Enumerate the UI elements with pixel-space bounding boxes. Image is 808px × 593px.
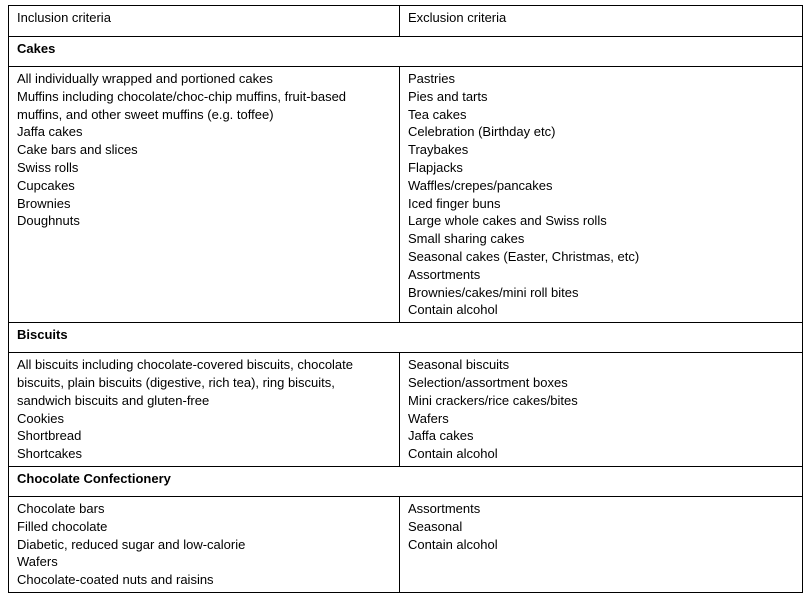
header-row <box>9 6 803 37</box>
exclusion-header: Exclusion criteria <box>400 6 803 37</box>
list-item: Traybakes <box>408 142 469 158</box>
section-content-row <box>9 353 803 467</box>
list-item: Small sharing cakes <box>408 231 525 247</box>
list-item: Brownies/cakes/mini roll bites <box>408 284 579 300</box>
list-item: Jaffa cakes <box>408 428 474 444</box>
section-content-row <box>9 496 803 592</box>
inclusion-cell <box>9 353 400 467</box>
section-header-row <box>9 323 803 353</box>
inclusion-header: Inclusion criteria <box>9 6 400 37</box>
list-item: Large whole cakes and Swiss rolls <box>408 213 607 229</box>
section-title-biscuits: Biscuits <box>9 323 803 353</box>
section-title-cakes: Cakes <box>9 37 803 67</box>
list-item: Mini crackers/rice cakes/bites <box>408 392 578 408</box>
list-item: Pies and tarts <box>408 88 488 104</box>
list-item: Contain alcohol <box>408 302 498 318</box>
list-item: All individually wrapped and portioned cakes <box>17 71 273 86</box>
inclusion-cell <box>9 496 400 592</box>
list-item: Tea cakes <box>408 106 467 122</box>
section-title-chocolate-confectionery: Chocolate Confectionery <box>9 466 803 496</box>
inclusion-cell <box>9 67 400 323</box>
list-item: All biscuits including chocolate-covered biscuits, chocolate biscuits, plain biscuits (digestive, rich tea), ring biscuits, sandwich biscuits and gluten-free <box>17 357 354 408</box>
list-item: Cupcakes <box>17 177 75 193</box>
section-header-row <box>9 466 803 496</box>
list-item: Filled chocolate <box>17 518 108 534</box>
list-item: Wafers <box>408 410 449 426</box>
list-item: Seasonal cakes (Easter, Christmas, etc) <box>408 248 640 264</box>
list-item: Shortbread <box>17 428 82 444</box>
list-item: Jaffa cakes <box>17 124 83 140</box>
list-item: Selection/assortment boxes <box>408 374 568 390</box>
list-item: Assortments <box>408 266 481 282</box>
list-item: Celebration (Birthday etc) <box>408 124 556 140</box>
list-item: Doughnuts <box>17 213 80 229</box>
list-item: Wafers <box>17 554 58 570</box>
section-content-row <box>9 67 803 323</box>
criteria-table <box>8 5 803 593</box>
list-item: Waffles/crepes/pancakes <box>408 177 553 193</box>
list-item: Shortcakes <box>17 446 83 462</box>
list-item: Contain alcohol <box>408 536 498 552</box>
list-item: Cookies <box>17 410 64 426</box>
list-item: Contain alcohol <box>408 446 498 462</box>
list-item: Brownies <box>17 195 71 211</box>
list-item: Swiss rolls <box>17 159 79 175</box>
list-item: Chocolate-coated nuts and raisins <box>17 572 214 588</box>
exclusion-cell <box>400 353 803 467</box>
list-item: Pastries <box>408 71 455 86</box>
list-item: Seasonal biscuits <box>408 357 510 373</box>
list-item: Seasonal <box>408 518 463 534</box>
list-item: Diabetic, reduced sugar and low-calorie <box>17 536 246 552</box>
list-item: Flapjacks <box>408 159 463 175</box>
list-item: Chocolate bars <box>17 500 105 516</box>
section-header-row <box>9 37 803 67</box>
exclusion-cell <box>400 67 803 323</box>
list-item: Cake bars and slices <box>17 142 138 158</box>
list-item: Assortments <box>408 500 481 516</box>
list-item: Muffins including chocolate/choc-chip muffins, fruit-based muffins, and other sweet muffins (e.g. toffee) <box>17 88 347 122</box>
list-item: Iced finger buns <box>408 195 501 211</box>
exclusion-cell <box>400 496 803 592</box>
